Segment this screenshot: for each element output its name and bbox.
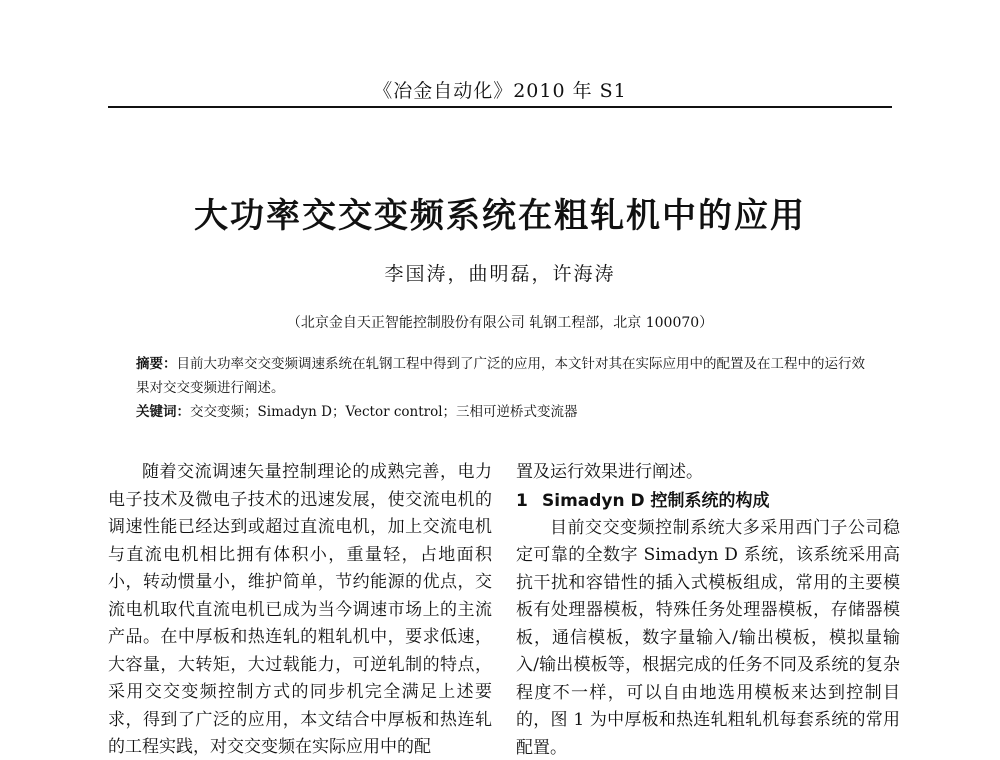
intro-continuation: 置及运行效果进行阐述。: [516, 462, 703, 482]
section-heading: [516, 487, 900, 515]
keywords-text: 交交变频；Simadyn D；Vector control；三相可逆桥式变流器: [190, 404, 578, 420]
intro-paragraph: 随着交流调速矢量控制理论的成熟完善，电力电子技术及微电子技术的迅速发展，使交流电机的调速性能已经达到或超过直流电机，加上交流电机与直流电机相比拥有体积小，重量轻，占地面积小，转动惯量小，维护简单，节约能源的优点，交流电机取代直流电机已成为当今调速市场上的主流产品。在中厚板和热连轧的粗轧机中，要求低速，大容量，大转矩，大过载能力，可逆轧制的特点，采用交交变频控制方式的同步机完全满足上述要求，得到了广泛的应用，本文结合中厚板和热连轧的工程实践，对交交变频在实际应用中的配: [108, 462, 492, 757]
abstract-text: 目前大功率交交变频调速系统在轧钢工程中得到了广泛的应用，本文针对其在实际应用中的配置及在工程中的运行效果对交交变频进行阐述。: [136, 356, 865, 396]
section-title: Simadyn D 控制系统的构成: [542, 490, 770, 511]
section-paragraph: 目前交交变频控制系统大多采用西门子公司稳定可靠的全数字 Simadyn D 系统，该系统采用高抗干扰和容错性的插入式模板组成，常用的主要模板有处理器模板，特殊任务处理器模板，存储器模板，通信模板，数字量输入/输出模板，模拟量输入/输出模板等，根据完成的任务不同及系统的复杂程度不一样，可以自由地选用模板来达到控制目的，图 1 为中厚板和热连轧粗轧机每套系统的常用配置。: [516, 517, 900, 758]
paper-title: 大功率交交变频系统在粗轧机中的应用: [194, 196, 806, 236]
keywords: [136, 400, 876, 424]
left-column: [108, 459, 492, 760]
abstract: [136, 352, 876, 400]
abstract-block: [136, 352, 876, 424]
abstract-label: 摘要：: [136, 356, 177, 372]
keywords-label: 关键词：: [136, 404, 190, 420]
running-head: 《冶金自动化》2010 年 S1: [373, 80, 627, 102]
section-number: 1: [516, 490, 528, 511]
header-rule: [108, 106, 892, 108]
right-column: [516, 459, 900, 760]
authors: 李国涛，曲明磊，许海涛: [384, 263, 616, 285]
affiliation: （北京金自天正智能控制股份有限公司 轧钢工程部，北京 100070）: [286, 315, 714, 331]
